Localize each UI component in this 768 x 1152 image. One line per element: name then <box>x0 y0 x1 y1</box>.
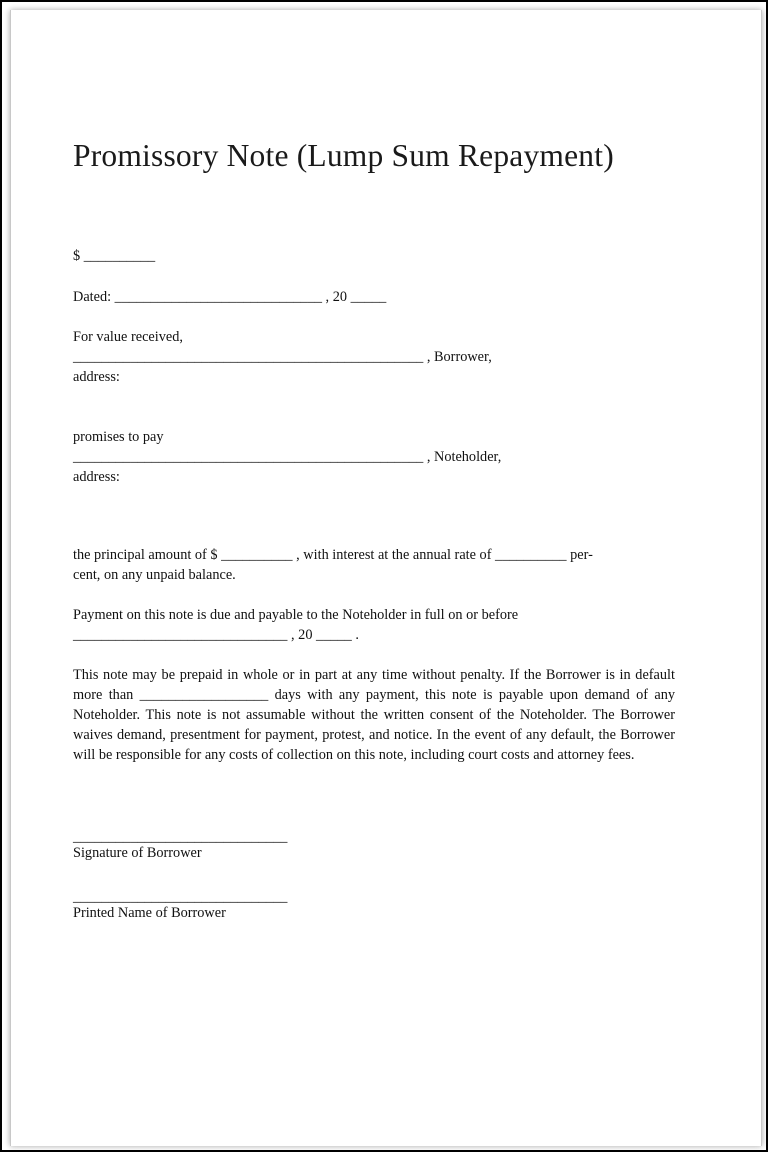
signature-label: Signature of Borrower <box>73 845 202 861</box>
principal-amount-line: the principal amount of $ __________ , with interest at the annual rate of __________ per- <box>73 547 593 563</box>
amount-field: $ __________ <box>73 248 156 264</box>
dated-field: Dated: _____________________________ , 20 _____ <box>73 289 387 305</box>
printed-name-label: Printed Name of Borrower <box>73 905 226 921</box>
document-title: Promissory Note (Lump Sum Repayment) <box>73 138 614 173</box>
terms-paragraph: This note may be prepaid in whole or in part at any time without penalty. If the Borrower is in default more than __________________ days with any payment, this note is payable upon demand of any Noteholder. This note is not assumable without the written consent of the Noteholder. The Borrower waives demand, presentment for payment, protest, and notice. In the event of any default, the Borrower will be responsible for any costs of collection on this note, including court costs and attorney fees. <box>73 667 675 763</box>
payment-due-date-field: ______________________________ , 20 _____ . <box>73 627 359 643</box>
noteholder-name-field: _________________________________________________ , Noteholder, <box>73 449 502 465</box>
noteholder-address-label: address: <box>73 469 120 485</box>
payment-due-line: Payment on this note is due and payable to the Noteholder in full on or before <box>73 607 519 623</box>
printed-name-line: ______________________________ <box>73 889 288 905</box>
document-page <box>10 10 762 1146</box>
signature-line: ______________________________ <box>73 829 288 845</box>
principal-amount-line-2: cent, on any unpaid balance. <box>73 567 236 583</box>
borrower-address-label: address: <box>73 369 120 385</box>
borrower-name-field: _________________________________________________ , Borrower, <box>73 349 492 365</box>
value-received-text: For value received, <box>73 329 183 345</box>
promises-to-pay-text: promises to pay <box>73 429 164 445</box>
